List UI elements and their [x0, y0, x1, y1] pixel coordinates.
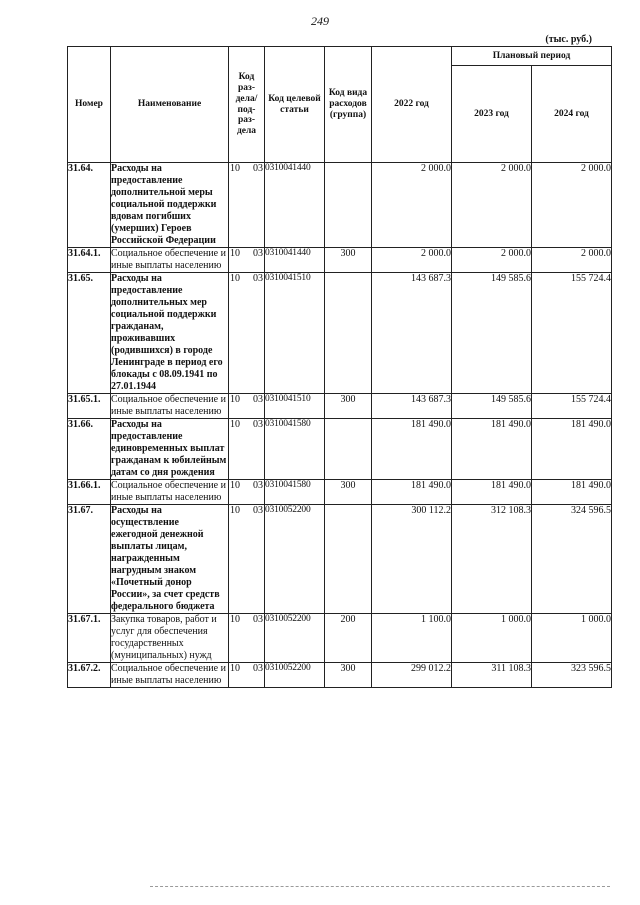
row-amount-2023: 312 108.3 — [452, 505, 532, 614]
row-amount-2022: 181 490.0 — [372, 480, 452, 505]
row-expense-type: 300 — [325, 663, 372, 688]
subsection-code: 03 — [253, 480, 263, 491]
subsection-code: 03 — [253, 163, 263, 174]
row-amount-2022: 143 687.3 — [372, 394, 452, 419]
subsection-code: 03 — [253, 248, 263, 259]
header-year-2024: 2024 год — [532, 66, 612, 163]
table-row — [68, 394, 612, 419]
section-code: 10 — [230, 614, 240, 625]
subsection-code: 03 — [253, 663, 263, 674]
section-code: 10 — [230, 480, 240, 491]
section-code: 10 — [230, 663, 240, 674]
row-target-code: 0310052200 — [265, 614, 325, 663]
row-amount-2024: 1 000.0 — [532, 614, 612, 663]
row-section-code — [229, 273, 265, 394]
row-amount-2024: 181 490.0 — [532, 480, 612, 505]
row-expense-type — [325, 505, 372, 614]
row-expense-type — [325, 273, 372, 394]
row-expense-type — [325, 163, 372, 248]
header-year-2023: 2023 год — [452, 66, 532, 163]
row-amount-2023: 1 000.0 — [452, 614, 532, 663]
row-amount-2024: 181 490.0 — [532, 419, 612, 480]
section-code: 10 — [230, 419, 240, 430]
subsection-code: 03 — [253, 273, 263, 284]
row-amount-2022: 300 112.2 — [372, 505, 452, 614]
section-code: 10 — [230, 394, 240, 405]
row-section-code — [229, 480, 265, 505]
row-expense-type: 300 — [325, 394, 372, 419]
header-target: Код целевой статьи — [265, 47, 325, 163]
row-expense-type: 300 — [325, 480, 372, 505]
row-amount-2024: 2 000.0 — [532, 248, 612, 273]
row-amount-2023: 149 585.6 — [452, 394, 532, 419]
table-row — [68, 480, 612, 505]
row-name: Социальное обеспечение и иные выплаты населению — [111, 663, 229, 688]
row-amount-2024: 324 596.5 — [532, 505, 612, 614]
row-amount-2023: 2 000.0 — [452, 248, 532, 273]
row-number: 31.66.1. — [68, 480, 111, 505]
row-number: 31.64. — [68, 163, 111, 248]
row-target-code: 0310041440 — [265, 248, 325, 273]
units-label: (тыс. руб.) — [545, 34, 592, 45]
row-expense-type: 300 — [325, 248, 372, 273]
row-amount-2023: 181 490.0 — [452, 480, 532, 505]
row-section-code — [229, 663, 265, 688]
row-amount-2022: 2 000.0 — [372, 163, 452, 248]
row-target-code: 0310052200 — [265, 505, 325, 614]
row-number: 31.65.1. — [68, 394, 111, 419]
row-amount-2022: 299 012.2 — [372, 663, 452, 688]
table-row — [68, 614, 612, 663]
row-amount-2023: 311 108.3 — [452, 663, 532, 688]
row-expense-type: 200 — [325, 614, 372, 663]
table-header-row — [68, 47, 612, 66]
row-amount-2022: 1 100.0 — [372, 614, 452, 663]
table-row — [68, 163, 612, 248]
row-name: Закупка товаров, работ и услуг для обеспечения государственных (муниципальных) нужд — [111, 614, 229, 663]
row-amount-2022: 181 490.0 — [372, 419, 452, 480]
row-target-code: 0310041510 — [265, 394, 325, 419]
page-number: 249 — [311, 14, 329, 28]
row-number: 31.64.1. — [68, 248, 111, 273]
header-section: Код раз- дела/ под- раз- дела — [229, 47, 265, 163]
row-amount-2022: 143 687.3 — [372, 273, 452, 394]
section-code: 10 — [230, 248, 240, 259]
row-number: 31.67.1. — [68, 614, 111, 663]
row-section-code — [229, 248, 265, 273]
row-expense-type — [325, 419, 372, 480]
table-row — [68, 419, 612, 480]
row-target-code: 0310041440 — [265, 163, 325, 248]
row-name: Социальное обеспечение и иные выплаты населению — [111, 480, 229, 505]
row-number: 31.65. — [68, 273, 111, 394]
row-amount-2023: 181 490.0 — [452, 419, 532, 480]
row-target-code: 0310041580 — [265, 480, 325, 505]
row-amount-2024: 155 724.4 — [532, 273, 612, 394]
header-name: Наименование — [111, 47, 229, 163]
row-name: Социальное обеспечение и иные выплаты населению — [111, 394, 229, 419]
budget-table — [67, 46, 612, 688]
footer-divider — [150, 886, 610, 887]
row-section-code — [229, 394, 265, 419]
row-name: Расходы на осуществление ежегодной денежной выплаты лицам, награжденным нагрудным знаком «Почетный донор России», за счет средств федерального бюджета — [111, 505, 229, 614]
row-target-code: 0310052200 — [265, 663, 325, 688]
table-row — [68, 505, 612, 614]
row-name: Расходы на предоставление единовременных выплат гражданам к юбилейным датам со дня рождения — [111, 419, 229, 480]
row-section-code — [229, 163, 265, 248]
subsection-code: 03 — [253, 614, 263, 625]
row-section-code — [229, 419, 265, 480]
header-year-2022: 2022 год — [372, 47, 452, 163]
row-section-code — [229, 614, 265, 663]
section-code: 10 — [230, 273, 240, 284]
subsection-code: 03 — [253, 505, 263, 516]
row-section-code — [229, 505, 265, 614]
subsection-code: 03 — [253, 419, 263, 430]
subsection-code: 03 — [253, 394, 263, 405]
row-target-code: 0310041510 — [265, 273, 325, 394]
row-number: 31.67. — [68, 505, 111, 614]
row-amount-2024: 323 596.5 — [532, 663, 612, 688]
row-number: 31.67.2. — [68, 663, 111, 688]
row-amount-2022: 2 000.0 — [372, 248, 452, 273]
row-name: Расходы на предоставление дополнительной меры социальной поддержки вдовам погибших (умерших) Героев Российской Федерации — [111, 163, 229, 248]
table-body — [68, 163, 612, 688]
header-plan-period: Плановый период — [452, 47, 612, 66]
table-row — [68, 663, 612, 688]
header-number: Номер — [68, 47, 111, 163]
table-row — [68, 248, 612, 273]
row-number: 31.66. — [68, 419, 111, 480]
row-amount-2023: 149 585.6 — [452, 273, 532, 394]
section-code: 10 — [230, 163, 240, 174]
row-target-code: 0310041580 — [265, 419, 325, 480]
row-name: Расходы на предоставление дополнительных мер социальной поддержки гражданам, проживавших (родившихся) в городе Ленинграде в период его блокады с 08.09.1941 по 27.01.1944 — [111, 273, 229, 394]
table-row — [68, 273, 612, 394]
header-expense-type: Код вида расходов (группа) — [325, 47, 372, 163]
row-name: Социальное обеспечение и иные выплаты населению — [111, 248, 229, 273]
row-amount-2023: 2 000.0 — [452, 163, 532, 248]
row-amount-2024: 155 724.4 — [532, 394, 612, 419]
row-amount-2024: 2 000.0 — [532, 163, 612, 248]
section-code: 10 — [230, 505, 240, 516]
